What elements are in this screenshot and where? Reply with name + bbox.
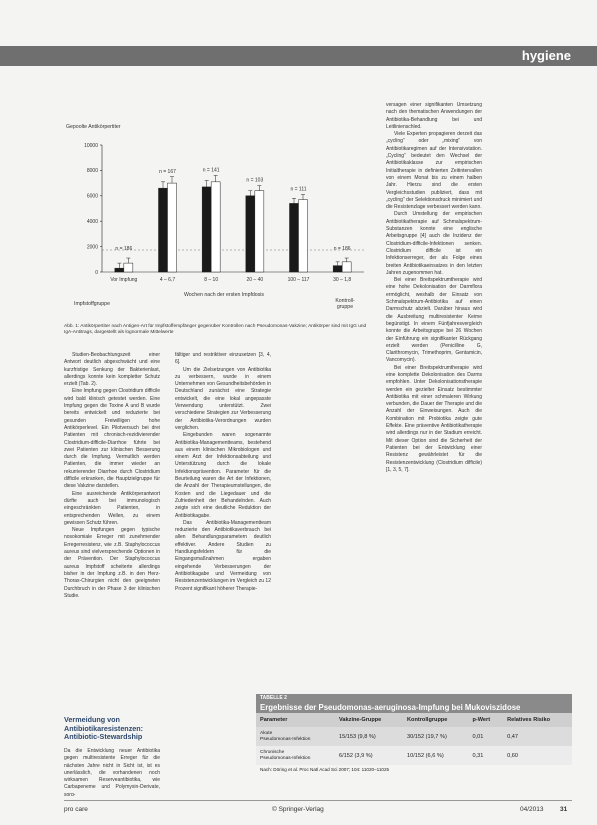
table-header-row: [256, 713, 572, 727]
n-label: n = 103: [246, 177, 264, 184]
n-label: n = 186: [115, 246, 133, 252]
x-tick-label: 4 – 6,7: [159, 277, 176, 283]
figure-caption: Abb. 1: Antikörpertiter nach Antigen-Art für Impfstoffempfänger gegenüber Kontrollen nach Pseudomonas-Vakzine; Antikörper sind mit IgG und IgA-Antitrags, dargestellt als lognormale Mittelwerte: [64, 324, 367, 335]
footer-date: 04/2013: [520, 806, 544, 813]
x-tick-label: 8 – 10: [204, 277, 219, 283]
y-tick-label: 6000: [86, 193, 98, 200]
bar: [299, 200, 308, 272]
paragraph: versagen einer signifikanten Umsetzung nach den thematischen Anwendungen der Antibiotika-Behandlung bei und Leitlinienschled.: [386, 102, 482, 130]
paragraph: Das Antibiotika-Managementteam reduzierte den Antibiotikaverbrauch bei allen Behandlungsparametern deutlich effektiver. Andere Studien zu Handlungsfeldern für die Eingangsmaßnahmen ergaben eingehende Verbesserungen der Antibiotikagabe und Vermeidung von Resistenzentwicklungen im Vergleich zu 12 Prozent signifikant höherer Therapie-: [175, 519, 271, 592]
row-param: Akute: [260, 730, 273, 736]
n-label: n = 167: [159, 168, 176, 175]
footer-publisher: © Springer-Verlag: [272, 806, 324, 813]
bar: [255, 191, 264, 272]
paragraph: Um die Zielsetzungen von Antibiotika zu verbessern, wurde in einem Unternehmen von Gesundheitsbehörden in Deutschland zunächst eine Strategie entwickelt, die eine lokal angepasste Verwendung unterstützt. Zwei verschiedene Strategien zur Verbesserung der Antibiotika-Verordnungen wurden verglichen.: [175, 366, 271, 431]
table-cell: 0,60: [503, 746, 572, 765]
x-axis-label: Wochen nach der ersten Impfdosis: [183, 292, 265, 298]
table-cell: 0,47: [503, 727, 572, 746]
table-row: [256, 746, 572, 765]
paragraph: Viele Experten propagieren derzeit das „cycling“ oder „mixing“ von Antibiotikaregimen auf der Intensivstation. „Cycling“ bedeutet den Wechsel der Antibiotikaklasse zur empirischen Initialtherapie in definierten Zeitintervallen von einem Monat bis zu einem halben Jahr. Hierzu sind die ersten Vergleichsstudien publiziert, dass mit „cycling“ der Selektionsdruck minimiert und die Resistenzlage verbessert werden kann.: [386, 131, 482, 211]
paragraph: fältiger und restriktiver einzusetzen [3, 4, 6].: [175, 352, 271, 366]
y-axis-label: Gepoolte Antikörpertiter: [66, 124, 121, 130]
bar: [202, 187, 211, 272]
bar: [159, 188, 168, 272]
footer-rule: [64, 800, 572, 801]
paragraph: Eine ausreichende Antikörperantwort dürfte auch bei immunologisch eingeschränkten Patienten, in entsprechenden Wellen, zu einem gewissen Schutz führen.: [64, 490, 160, 526]
paragraph: Eine Impfung gegen Clostridium difficile wird bald klinisch getestet werden. Eine Impfung gegen die Toxine A und B wurde bereits entwickelt und reduzierte bei gesunden Freiwilligen hohe Antikörperlevel. Ein Pilotversuch bei drei Patienten mit chronisch-rezidivierender Clostridium-difficile-Diarrhoe führte bei zwei Patienten zur klinischen Besserung durch die Impfung. Vermutlich werden Patienten, die immer wieder an rekurrierender Diarrhoe durch Clostridium difficile erkranken, die Hauptzielgruppe für diese Vakzine darstellen.: [64, 388, 160, 490]
table-cell: 0,01: [468, 727, 503, 746]
column-2: [175, 352, 271, 687]
group-label-vaccine: Impfstoffgruppe: [74, 301, 110, 307]
column-header: p-Wert: [468, 713, 503, 727]
header-band: [0, 46, 597, 66]
y-tick-label: 4000: [86, 219, 98, 225]
paragraph: Bei einer Breitspektrumtherapie wird eine komplette Dekolonisation des Darms empfohlen. Unter Dekolonisationstherapie werden ein gezielter Einsatz bestimmter Antibiotika mit einer schmaleren Wirkung verbunden, die Dauer der Therapie und die Anzahl der Einweisungen. Auch die Kombination mit Probiotika zeigte gute Effekte. Eine präventive Antibiotikatherapie wird allerdings nur in der Stadium erreicht. Mit dieser Option sind die Sicherheit der Patienten bei der Entwicklung einer Resistenz gewährleistet für die Resistenzentwicklung (Clostridium difficile) [1, 3, 5, 7].: [386, 364, 482, 473]
x-tick-label: 100 – 117: [287, 277, 310, 283]
paragraph: Neue Impfungen gegen typische nosokomiale Erreger mit zunehmender Erregerresistenz, wie z.B. Staphylococcus aureus sind vielversprechende Optionen in der Prävention. Der Staphylococcus aureus Impfstoff scheiterte allerdings bisher in der Impfung z.B. in den Herz-Thorax-Chirurgien nicht den geeigneten Durchbruch in der Phase 3 der klinischen Studie.: [64, 527, 160, 599]
bar: [342, 262, 351, 272]
table-source: Nach: Döring et al. Proc Natl Acad Sci 2007; 104: 11020–11025: [260, 767, 390, 772]
row-param-sub: Pseudomonas-Infektion: [260, 736, 311, 742]
y-tick-label: 0: [95, 269, 98, 276]
bar: [246, 196, 255, 272]
y-tick-label: 8000: [86, 168, 98, 175]
paragraph: Durch Umstellung der empirischen Antibiotikatherapie auf Schmalspektrum-Substanzen konnte eine englische Arbeitsgruppe [4] auch die Inzidenz der Clostridium-difficile-Infektionen senken. Clostridium difficile ist ein Infektionserreger, der als Folge eines breiten Antibiotikaeinsatzes in den letzten Jahren zugenommen hat.: [386, 211, 482, 276]
paragraph: Bei einer Breitspektrumtherapie wird eine hohe Dekolonisation der Darmflora ermöglicht, weshalb der Einsatz von Schmalspektrum-Antibiotika auf einen Darmschutz abzielt. Darüber hinaus wird die Ausbreitung multiresistenter Keime begünstigt. In einem Fünfjahresvergleich konnte die Arbeitsgruppe bei 26 Wochen der Einführung ein signifikanter Rückgang erzielt werden (Penicilline G, Clarithromycin, Trimethoprim, Gentamicin, Vancomycin).: [386, 277, 482, 364]
footer-journal: pro care: [64, 806, 88, 813]
bar: [115, 268, 124, 272]
row-param-sub: Pseudomonas-Infektion: [260, 755, 311, 761]
bar: [333, 266, 342, 272]
table-title: Ergebnisse der Pseudomonas-aeruginosa-Impfung bei Mukoviszidose: [256, 702, 572, 713]
table-cell: [256, 727, 335, 746]
y-tick-label: 10000: [84, 142, 98, 149]
column-3-body: [386, 102, 482, 474]
table-grid: [256, 713, 572, 765]
x-tick-label: 20 – 40: [246, 277, 264, 283]
x-tick-label: Vor Impfung: [110, 277, 138, 283]
section-heading: Vermeidung von Antibiotikaresistenzen: Antibiotic-Stewardship: [64, 715, 144, 741]
table-label: TABELLE 2: [256, 694, 572, 702]
paragraph: Da die Entwicklung neuer Antibiotika gegen multiresistente Erreger für die nächsten Jahre nicht in Sicht ist, ist es unerlässlich, die vorhandenen noch wirksamen Reserveantibiotika, wie Carbapeneme und Polymyxin-Derivate, sorg-: [64, 748, 160, 796]
table-cell: 6/152 (3,9 %): [335, 746, 403, 765]
column-header: Relatives Risiko: [503, 713, 572, 727]
column-header: Kontrollgruppe: [403, 713, 468, 727]
n-label: n = 186: [333, 246, 351, 252]
bar: [124, 263, 133, 272]
y-tick-label: 2000: [86, 244, 98, 251]
column-3: [386, 102, 572, 687]
column-1: [64, 352, 160, 690]
paragraph: Eingebunden waren sogenannte Antibiotika-Managementteams, bestehend aus einem klinischen Mikrobiologen und einem Arzt der Infektionsabteilung und Unterstützung durch die lokale Infektionsprävention. Parameter für die Beurteilung waren die Art der Infektionen, die Anzahl der Therapieumstellungen, die Kosten und die Liegedauer und die Zufriedenheit der Behandelnden. Auch zeigte sich eine deutliche Reduktion der Antibiotikagabe.: [175, 432, 271, 519]
results-table: [256, 694, 572, 812]
bar: [168, 183, 177, 272]
n-label: n = 141: [202, 167, 220, 174]
bar: [290, 203, 299, 272]
table-row: [256, 727, 572, 746]
section-title: hygiene: [521, 48, 571, 63]
row-param: Chronische: [260, 749, 285, 755]
page-number: 31: [560, 806, 568, 813]
table-cell: 0,31: [468, 746, 503, 765]
n-label: n = 111: [290, 186, 307, 193]
x-tick-label: 30 – 1,8: [333, 277, 352, 283]
antibody-titer-chart: [64, 122, 369, 320]
table-cell: [256, 746, 335, 765]
table-cell: 30/152 (19,7 %): [403, 727, 468, 746]
column-1-end: [64, 748, 160, 796]
table-cell: 10/152 (6,6 %): [403, 746, 468, 765]
bar: [211, 182, 220, 272]
column-header: Parameter: [256, 713, 335, 727]
column-header: Vakzine-Gruppe: [335, 713, 403, 727]
paragraph: Studien-Beobachtungszeit einer Antwort deutlich abgeschwächt und eine kurzfristige Senkung der Bakterienlast, allerdings konnte kein kompletter Schutz erzielt (Tab. 2).: [64, 352, 160, 388]
table-cell: 15/153 (9,8 %): [335, 727, 403, 746]
group-label-control: Kontroll-gruppe: [335, 298, 355, 310]
